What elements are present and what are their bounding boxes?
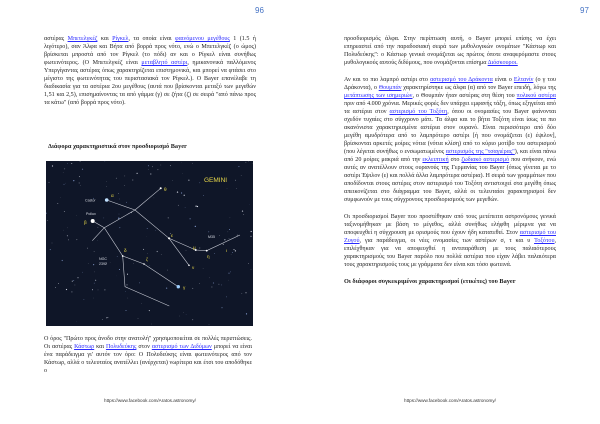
background-star: [92, 289, 93, 290]
background-star: [170, 165, 171, 166]
label-ngc: NGC: [99, 257, 107, 261]
text-run: προσδιορισμός άλφα. Στην περίπτωση αυτή, ο Bayer μπορεί επίσης να έχει επηρεαστεί από την παραδοσιακή σειρά των μυθολογικών ονομάτων "Κάστωρ και Πολυδεύκης": ο Κάστωρ γενικά ονομάζεται ως πρώτος όποτε αναφερόμαστε στους μυθολογικούς αυτούς διδύμους, που ονομάζονται επίσημα: [344, 36, 556, 66]
background-star: [150, 173, 151, 174]
background-star: [60, 197, 61, 198]
background-star: [133, 263, 134, 264]
background-star: [73, 180, 74, 181]
label-nu: ν: [192, 265, 195, 270]
background-star: [143, 249, 144, 250]
background-star: [221, 307, 222, 308]
text-run: Ο όρος "Πρώτο προς άνοδο στην ανατολή" χρησιμοποιείται σε πολλές περιπτώσεις. Οι αστέρας: [44, 336, 252, 350]
background-star: [246, 162, 247, 163]
text-column: [344, 35, 556, 295]
text-run: χαρακτηρίστηκε ως άλφα (α) από τον Bayer επειδή, λόγω της: [401, 85, 556, 91]
text-run: Οι προσδιορισμοί Bayer που προστέθηκαν από τους μετέπειτα αστρονόμους γενικά ταξινομήθηκαν με βάση το μέγεθος, αλλά συνήθως ελήφθη μέριμνα για να αποφευχθεί η σύγχρουση με ορισμούς που έχουν ήδη κατατεθεί. Στον: [344, 214, 556, 236]
background-star: [186, 314, 187, 315]
background-star: [93, 264, 94, 265]
hyperlink[interactable]: αστερισμό του Δράκοντα: [430, 77, 493, 83]
hyperlink[interactable]: Θουμπάν: [378, 85, 402, 91]
hyperlink[interactable]: Ρίγκελ: [112, 36, 129, 42]
text-run: , όπου οι ονομασίες του Bayer φαίνονται σχεδόν τυχαίες στο σύγχρονο μάτι. Τα άλφα και το βήτα Τοξότη είναι ίσως τα πιο ακανόνιστα χαρακτηρισμένα αστέρια στον ουρανό. Είναι περισσότερο από δύο μεγέθη αμυδρότερα από το λαμπρότερο αστέρι [ή που ονομάζεται (ε) έψιλον], βρίσκονται αρκετές μοίρες νότια (νότια κλίση) από το κύριο μοτίβο του αστερισμού (που λέγεται συνήθως ο ενσωματωμένος: [344, 109, 556, 155]
background-star: [230, 272, 231, 273]
footer-url: https://www.facebook.com/Aratos.astronomy/: [404, 398, 496, 403]
background-star: [139, 283, 140, 284]
background-star: [208, 231, 209, 232]
background-star: [224, 239, 225, 240]
text-run: στο: [448, 157, 462, 163]
hyperlink[interactable]: Ελτανίν: [513, 77, 534, 83]
background-star: [52, 243, 53, 244]
background-star: [243, 214, 244, 215]
background-star: [241, 175, 242, 176]
background-star: [127, 274, 128, 275]
background-star: [95, 280, 96, 281]
star-zeta: [143, 263, 145, 265]
background-star: [148, 169, 149, 170]
background-star: [104, 289, 105, 290]
background-star: [214, 253, 215, 254]
background-star: [177, 191, 178, 192]
background-star: [188, 180, 189, 181]
background-star: [88, 263, 89, 264]
background-star: [251, 231, 252, 232]
background-star: [148, 165, 149, 166]
background-star: [248, 263, 249, 264]
label-castor: Castor: [85, 198, 96, 203]
text-run: που ανήκουν, ενώ αυτές αν ανατέλλουν στους ουρανούς της Γερμανίας του Bayer (όπως γίνεται με το αστέρι Έψιλον (ε) και πολλά άλλα λαμπρότερα αστέρια). Η σειρά των γραμμάτων που αποδίδονται στους αστέρες στον αστερισμό του Τοξότη αντιστοιχεί στα μεγέθη όπως απεικονίζεται στο διάγραμμα του Bayer, αλλά οι τελευταίοι χαρακτηρισμοί δεν συμφωνούν με τους σύγχρονους προσδιορισμούς των μεγεθών.: [344, 157, 557, 203]
hyperlink[interactable]: αστερισμό των Διδύμων: [151, 344, 212, 350]
text-run: αστέρας: [44, 36, 68, 42]
background-star: [125, 310, 126, 311]
background-star: [235, 250, 236, 251]
background-star: [106, 317, 107, 318]
background-star: [98, 290, 99, 291]
background-star: [185, 207, 186, 208]
background-star: [190, 218, 191, 219]
background-star: [157, 251, 158, 252]
background-star: [203, 268, 204, 269]
background-star: [58, 283, 59, 284]
background-star: [73, 280, 74, 281]
background-star: [118, 218, 119, 219]
background-star: [221, 284, 222, 285]
background-star: [119, 269, 120, 270]
background-star: [119, 214, 120, 215]
background-star: [94, 272, 95, 273]
page-number: 96: [255, 6, 264, 15]
background-star: [107, 317, 108, 318]
gemini-constellation-image: [46, 161, 253, 326]
background-star: [64, 184, 65, 185]
background-star: [235, 180, 236, 181]
text-column: [44, 335, 252, 384]
background-star: [84, 299, 85, 300]
star-gamma: [177, 285, 180, 288]
background-star: [125, 291, 126, 292]
background-star: [87, 248, 88, 249]
right-page: [300, 0, 600, 424]
text-run: , ο Θουμπάν ήταν αστέρας στη θέση του: [412, 93, 517, 99]
background-star: [55, 287, 56, 288]
background-star: [67, 235, 68, 236]
label-alpha: α: [111, 193, 114, 198]
background-star: [213, 282, 214, 283]
star-eta: [206, 250, 208, 252]
background-star: [203, 195, 204, 196]
background-star: [104, 218, 105, 219]
background-star: [241, 293, 242, 294]
background-star: [68, 240, 69, 241]
star-pollux: [91, 219, 95, 223]
background-star: [124, 185, 125, 186]
background-star: [71, 291, 72, 292]
hyperlink[interactable]: αστερισμό του Ζυγού: [344, 230, 556, 244]
background-star: [199, 182, 200, 183]
background-star: [136, 173, 137, 174]
background-star: [209, 277, 210, 278]
background-star: [251, 269, 252, 270]
background-star: [106, 186, 107, 187]
background-star: [147, 228, 148, 229]
label-m35: M35: [208, 235, 215, 239]
background-star: [94, 251, 95, 252]
background-star: [126, 202, 127, 203]
paragraph: [44, 35, 256, 107]
background-star: [168, 217, 169, 218]
background-star: [141, 304, 142, 305]
background-star: [119, 227, 120, 228]
background-star: [155, 230, 156, 231]
paragraph: [344, 76, 556, 204]
star-delta: [122, 255, 124, 257]
hyperlink[interactable]: Μπετελγκέζ: [67, 36, 98, 42]
hyperlink[interactable]: Διόσκουροι.: [487, 60, 518, 66]
label-zeta: ζ: [146, 257, 149, 262]
hyperlink[interactable]: μετάπτωσης των ισημεριών: [344, 93, 413, 99]
text-column: [44, 35, 256, 116]
background-star: [223, 244, 224, 245]
footer-url: https://www.facebook.com/Aratos.astronomy/: [104, 398, 196, 403]
star-theta: [160, 187, 162, 189]
background-star: [219, 235, 220, 236]
text-run: και: [94, 344, 106, 350]
background-star: [128, 298, 129, 299]
background-star: [192, 288, 193, 289]
text-run: είναι ο: [492, 77, 514, 83]
background-star: [80, 185, 81, 186]
background-star: [106, 181, 107, 182]
paragraph: [344, 35, 556, 67]
text-run: ), και είναι πάνω από 20 μοίρες μακριά από την: [344, 149, 557, 163]
background-star: [233, 249, 234, 250]
label-delta: δ: [124, 248, 127, 253]
label-ngc-number: 2392: [99, 262, 107, 266]
background-star: [236, 188, 237, 189]
background-star: [160, 165, 161, 166]
text-run: , ημικανονικά παλλόμενος Υπεργίγαντας αστέρας όπως χαρακτηρίζεται επιστημονικά, και μπορεί να φτάσει στο μέγιστο της φωτεινότητας του περιστασιακά τον Ρίγκελ.). Ο Bayer επανέλαβε τη διαδικασία για τα αστέρια 2ου μεγέθους (αυτά που βρίσκονται μεταξύ των μεγεθών 1,51 και 2,5), επισημαίνοντας τα από γάμμα (γ) σε ζήτα (ζ) σε σειρά "από πάνω προς τα κάτω" (από βορρά προς νότο).: [44, 60, 256, 106]
background-star: [77, 277, 78, 278]
label-pollux: Pollux: [86, 212, 96, 216]
background-star: [250, 236, 251, 237]
paragraph: [344, 213, 556, 269]
background-star: [76, 239, 77, 240]
background-star: [64, 169, 65, 170]
background-star: [226, 297, 227, 298]
star-nu: [188, 265, 190, 267]
background-star: [152, 166, 153, 167]
background-star: [66, 289, 67, 290]
background-star: [71, 163, 72, 164]
background-star: [93, 298, 94, 299]
text-run: , τα οποία είναι: [128, 36, 176, 42]
background-star: [237, 235, 238, 236]
background-star: [149, 310, 150, 311]
background-star: [154, 198, 155, 199]
background-star: [181, 192, 182, 193]
label-theta: θ: [164, 187, 167, 192]
background-star: [79, 182, 80, 183]
background-star: [76, 215, 77, 216]
label-eta: η: [207, 254, 210, 259]
background-star: [186, 250, 187, 251]
background-star: [72, 281, 73, 282]
page-number: 97: [580, 6, 589, 15]
background-star: [192, 163, 193, 164]
section-heading: Διάφορα χαρακτηριστικά στον προσδιορισμό Bayer: [48, 143, 187, 150]
hyperlink[interactable]: μεταβλητό αστέρι: [141, 60, 188, 66]
star-castor: [105, 198, 109, 202]
background-star: [246, 313, 247, 314]
label-iota: ι: [226, 248, 228, 253]
background-star: [52, 165, 53, 166]
hyperlink[interactable]: Πολυδεύκης: [105, 344, 137, 350]
hyperlink[interactable]: εκλειπτική: [422, 157, 449, 163]
background-star: [230, 217, 231, 218]
background-star: [147, 253, 148, 254]
background-star: [245, 292, 246, 293]
background-star: [49, 182, 50, 183]
background-star: [229, 229, 230, 230]
hyperlink[interactable]: ζωδιακό αστερισμό: [461, 157, 510, 163]
background-star: [46, 213, 47, 214]
text-run: και: [97, 36, 113, 42]
text-run: πριν από 4.000 χρόνια. Μερικές φορές δεν υπάρχει εμφανής τάξη, όπως εξηγείται από τα αστέρια στον: [344, 101, 556, 115]
background-star: [57, 203, 58, 204]
text-run: μπορεί να είναι ένα παράδειγμα γι' αυτόν τον όρο: Ο Πολυδεύκης είναι φωτεινότερος από τον Κάστωρ, αλλά ο τελευταίος ανατέλλει (ανέρχεται) νωρίτερα και έτσι του αποδόθηκε ο: [44, 344, 252, 374]
hyperlink[interactable]: φαινόμενου μεγέθους: [175, 36, 230, 42]
background-star: [102, 319, 103, 320]
background-star: [242, 211, 243, 212]
background-star: [62, 260, 63, 261]
hyperlink[interactable]: Τοξότου: [534, 238, 555, 244]
background-star: [209, 324, 210, 325]
background-star: [218, 284, 219, 285]
background-star: [47, 220, 48, 221]
background-star: [117, 256, 118, 257]
hyperlink[interactable]: αστερισμός της "τσαγιέρας": [445, 149, 515, 155]
background-star: [195, 205, 196, 206]
hyperlink[interactable]: αστερισμό του Τοξότη: [389, 109, 448, 115]
background-star: [192, 319, 193, 320]
label-beta: β: [84, 220, 87, 225]
background-star: [157, 169, 158, 170]
hyperlink[interactable]: πολικού αστέρα: [516, 93, 556, 99]
background-star: [229, 238, 230, 239]
background-star: [124, 175, 125, 176]
background-star: [63, 172, 64, 173]
background-star: [64, 211, 65, 212]
background-star: [161, 254, 162, 255]
background-star: [195, 226, 196, 227]
background-star: [116, 178, 117, 179]
text-run: στον: [136, 344, 152, 350]
background-star: [97, 227, 98, 228]
background-star: [199, 283, 200, 284]
background-star: [166, 288, 167, 289]
background-star: [232, 252, 233, 253]
label-gamma: γ: [183, 285, 186, 290]
background-star: [238, 166, 239, 167]
background-star: [75, 285, 76, 286]
background-star: [178, 205, 179, 206]
background-star: [138, 318, 139, 319]
background-star: [119, 199, 120, 200]
star-epsilon: [168, 237, 170, 239]
text-run: 1 (1.5 ή λιγότερο), σαν Άλφα και Βήτα από βορρά προς νότο, ενώ ο Μπετελγκέζ (ο ώμος) βρίσκεται μπροστά από τον Ρίγκελ (το πόδι) αν και ο Ρίγκελ είναι συνήθως φωτεινότερος. (Ο Μπετελγκέζ είναι: [44, 36, 256, 66]
background-star: [150, 265, 151, 266]
label-mu: μ: [193, 245, 196, 250]
text-run: Αν και το πιο λαμπρό αστέρι στο: [344, 77, 431, 83]
background-star: [82, 169, 83, 170]
label-epsilon: ε: [171, 233, 174, 238]
text-run: , για παράδειγμα, οι νέες ονομασίες των αστέρων σ, τ και υ: [359, 238, 535, 244]
background-star: [132, 180, 133, 181]
background-star: [67, 228, 68, 229]
background-star: [67, 163, 68, 164]
paragraph: [44, 335, 252, 375]
background-star: [184, 195, 185, 196]
background-star: [79, 176, 80, 177]
background-star: [118, 193, 119, 194]
text-run: (ο γ του Δράκοντα), ο: [344, 77, 556, 91]
background-star: [167, 270, 168, 271]
hyperlink[interactable]: Κάστωρ: [74, 344, 95, 350]
text-run: , επιλέχθηκαν για να αποφευχθεί η αντιπαράθεση με τους παλαιότερους χαρακτηρισμούς του Bayer παρόλο που πολλά αστέρια που είχαν λάβει παλαιότερα τους χαρακτηρισμούς τους με γράμματα δεν είναι και τόσο φωτεινά.: [344, 238, 556, 268]
background-star: [172, 180, 173, 181]
background-star: [126, 284, 127, 285]
background-star: [199, 248, 200, 249]
background-star: [82, 272, 83, 273]
figure-title: GEMINI: [204, 177, 228, 184]
section-heading: Οι διάφοροι συγκεκριμένοι χαρακτηρισμοί (ετικέτες) του Bayer: [344, 278, 516, 285]
background-star: [228, 273, 229, 274]
background-star: [197, 206, 198, 207]
background-star: [211, 286, 212, 287]
background-star: [94, 283, 95, 284]
background-star: [50, 249, 51, 250]
